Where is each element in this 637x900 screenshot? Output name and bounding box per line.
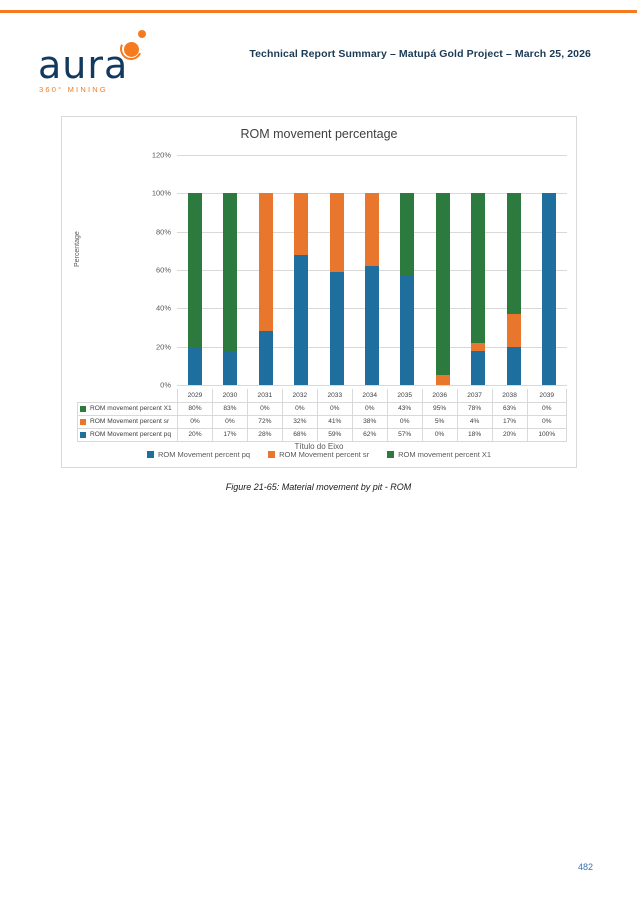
legend-color-swatch bbox=[387, 451, 394, 458]
table-cell: 5% bbox=[422, 415, 457, 428]
table-cell: 18% bbox=[457, 428, 492, 441]
bar-segment bbox=[294, 255, 308, 385]
table-cell: 63% bbox=[492, 402, 527, 415]
table-column-header: 2037 bbox=[457, 389, 492, 402]
bar-segment bbox=[294, 193, 308, 254]
y-axis-tick-label: 60% bbox=[155, 265, 171, 275]
bar-segment bbox=[400, 276, 414, 385]
table-cell: 0% bbox=[352, 402, 387, 415]
table-cell: 17% bbox=[492, 415, 527, 428]
chart-title: ROM movement percentage bbox=[240, 127, 398, 141]
chart-legend bbox=[62, 450, 576, 459]
logo-dot-small-icon bbox=[138, 30, 146, 38]
table-header-row bbox=[78, 389, 567, 402]
plot-area bbox=[151, 150, 567, 390]
series-name-text: ROM Movement percent pq bbox=[90, 431, 171, 438]
bar-column bbox=[212, 155, 247, 385]
table-cell: 78% bbox=[457, 402, 492, 415]
legend-item bbox=[268, 450, 369, 459]
legend-item bbox=[387, 450, 491, 459]
bar-column bbox=[390, 155, 425, 385]
bar-segment bbox=[330, 272, 344, 385]
table-column-header: 2032 bbox=[282, 389, 317, 402]
table-cell: 0% bbox=[527, 415, 566, 428]
table-column-header: 2029 bbox=[178, 389, 213, 402]
bar-segment bbox=[507, 347, 521, 385]
table-cell: 17% bbox=[212, 428, 247, 441]
table-column-header: 2030 bbox=[212, 389, 247, 402]
bar-column bbox=[319, 155, 354, 385]
table-column-header: 2031 bbox=[247, 389, 282, 402]
figure-caption: Figure 21-65: Material movement by pit - ROM bbox=[225, 482, 412, 492]
table-cell: 28% bbox=[247, 428, 282, 441]
table-row bbox=[78, 415, 567, 428]
table-cell: 57% bbox=[387, 428, 422, 441]
bar-segment bbox=[507, 193, 521, 314]
series-color-swatch bbox=[80, 419, 86, 425]
bar-segment bbox=[471, 193, 485, 343]
bar-segment bbox=[400, 193, 414, 275]
table-cell: 32% bbox=[282, 415, 317, 428]
bar-segment bbox=[436, 375, 450, 385]
bar-segment bbox=[471, 343, 485, 351]
table-cell: 0% bbox=[282, 402, 317, 415]
bar-segment bbox=[223, 352, 237, 385]
bar-column bbox=[354, 155, 389, 385]
y-axis-tick-label: 120% bbox=[151, 150, 171, 160]
table-cell: 20% bbox=[492, 428, 527, 441]
table-column-header: 2033 bbox=[317, 389, 352, 402]
table-cell: 38% bbox=[352, 415, 387, 428]
table-cell: 41% bbox=[317, 415, 352, 428]
bar-segment bbox=[471, 351, 485, 386]
table-column-header: 2036 bbox=[422, 389, 457, 402]
table-column-header: 2038 bbox=[492, 389, 527, 402]
aura-logo bbox=[36, 30, 216, 92]
table-column-header: 2039 bbox=[527, 389, 566, 402]
bar-segment bbox=[188, 347, 202, 385]
table-cell: 59% bbox=[317, 428, 352, 441]
bar-column bbox=[496, 155, 531, 385]
report-header-title: Technical Report Summary – Matupá Gold Project – March 25, 2026 bbox=[249, 48, 591, 60]
table-cell: 0% bbox=[422, 428, 457, 441]
y-axis-tick-label: 100% bbox=[151, 188, 171, 198]
table-cell: 20% bbox=[178, 428, 213, 441]
table-row-label bbox=[78, 402, 178, 415]
x-axis-title: Título do Eixo bbox=[294, 442, 344, 451]
bar-segment bbox=[259, 331, 273, 385]
bar-segment bbox=[542, 193, 556, 385]
legend-color-swatch bbox=[268, 451, 275, 458]
y-axis-tick-label: 20% bbox=[155, 342, 171, 352]
bar-segment bbox=[259, 193, 273, 331]
bar-segment bbox=[436, 193, 450, 375]
y-axis-tick-label: 0% bbox=[160, 380, 171, 390]
table-row-label bbox=[78, 415, 178, 428]
legend-label: ROM Movement percent pq bbox=[157, 450, 251, 459]
bar-column bbox=[461, 155, 496, 385]
bar-segment bbox=[365, 266, 379, 385]
table-cell: 0% bbox=[247, 402, 282, 415]
logo-wordmark: aura bbox=[38, 43, 129, 87]
table-cell: 68% bbox=[282, 428, 317, 441]
table-column-header: 2035 bbox=[387, 389, 422, 402]
table-cell: 83% bbox=[212, 402, 247, 415]
table-cell: 43% bbox=[387, 402, 422, 415]
table-cell: 0% bbox=[212, 415, 247, 428]
bar-column bbox=[283, 155, 318, 385]
y-axis-tick-label: 80% bbox=[155, 227, 171, 237]
table-column-header: 2034 bbox=[352, 389, 387, 402]
table-cell: 0% bbox=[527, 402, 566, 415]
legend-label: ROM movement percent X1 bbox=[398, 450, 492, 459]
y-axis-title: Percentage bbox=[74, 231, 81, 267]
gridline bbox=[160, 380, 567, 390]
table-corner-cell bbox=[78, 389, 178, 402]
table-cell: 72% bbox=[247, 415, 282, 428]
table-cell: 0% bbox=[178, 415, 213, 428]
table-cell: 95% bbox=[422, 402, 457, 415]
series-name-text: ROM movement percent X1 bbox=[90, 405, 172, 412]
table-row bbox=[78, 402, 567, 415]
legend-color-swatch bbox=[147, 451, 154, 458]
table-cell: 62% bbox=[352, 428, 387, 441]
header-rule bbox=[0, 10, 637, 13]
chart-data-table bbox=[77, 389, 567, 442]
y-axis-tick-label: 40% bbox=[155, 303, 171, 313]
bar-segment bbox=[188, 193, 202, 346]
table-cell: 80% bbox=[178, 402, 213, 415]
page-header bbox=[0, 22, 637, 92]
table-row bbox=[78, 428, 567, 441]
series-color-swatch bbox=[80, 406, 86, 412]
bar-column bbox=[248, 155, 283, 385]
bar-segment bbox=[507, 314, 521, 347]
bar-column bbox=[177, 155, 212, 385]
page-number: 482 bbox=[577, 862, 593, 872]
series-name-text: ROM Movement percent sr bbox=[90, 418, 170, 425]
chart-container bbox=[61, 116, 577, 468]
bar-segment bbox=[365, 193, 379, 266]
table-cell: 100% bbox=[527, 428, 566, 441]
legend-item bbox=[147, 450, 250, 459]
logo-tagline: 360° MINING bbox=[39, 85, 108, 94]
bar-series-group bbox=[177, 155, 567, 385]
bar-column bbox=[425, 155, 460, 385]
legend-label: ROM Movement percent sr bbox=[279, 450, 370, 459]
table-row-label bbox=[78, 428, 178, 441]
bar-column bbox=[532, 155, 567, 385]
series-color-swatch bbox=[80, 432, 86, 438]
bar-segment bbox=[223, 193, 237, 352]
bar-segment bbox=[330, 193, 344, 272]
table-cell: 0% bbox=[387, 415, 422, 428]
table-cell: 4% bbox=[457, 415, 492, 428]
table-cell: 0% bbox=[317, 402, 352, 415]
